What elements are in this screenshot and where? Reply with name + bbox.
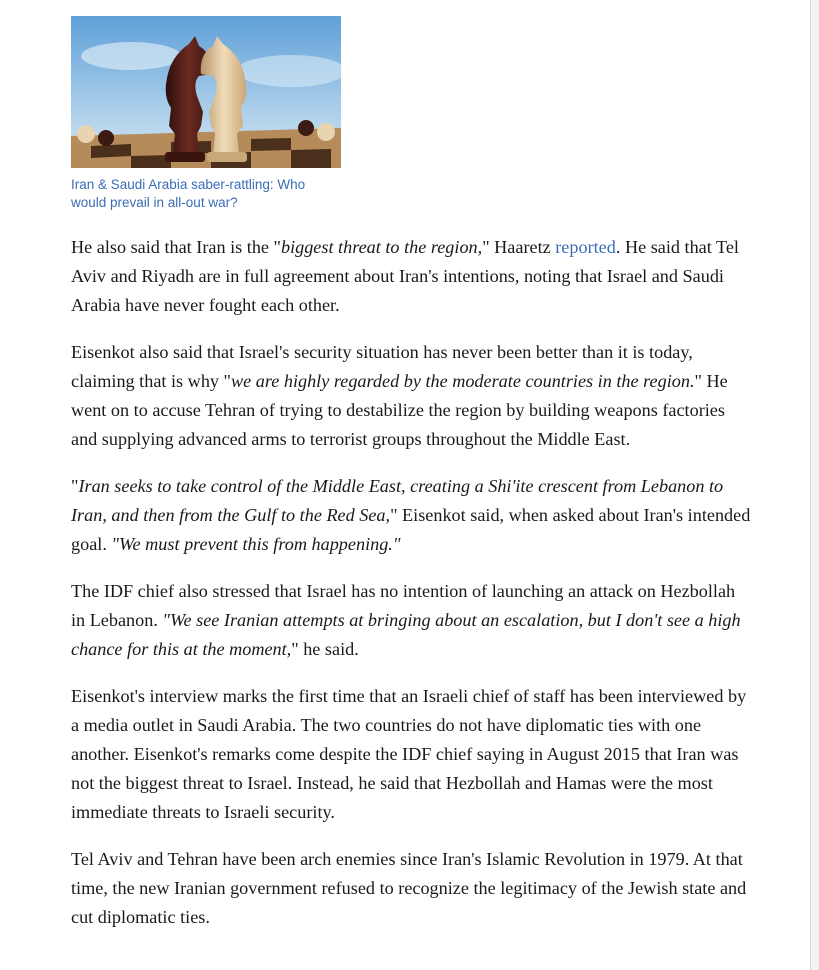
quote: biggest threat to the region, xyxy=(280,237,483,257)
related-article-link[interactable] xyxy=(71,16,341,212)
text: " xyxy=(71,476,79,496)
text: " he said. xyxy=(291,639,359,659)
paragraph-2 xyxy=(71,338,751,454)
text: The IDF chief also stressed that Israel has no intention of launching an attack on Hezbollah in Lebanon. xyxy=(71,581,736,630)
page-edge xyxy=(810,0,819,970)
chess-knights-image[interactable] xyxy=(71,16,341,168)
text: . He said that Tel Aviv and Riyadh are in full agreement about Iran's intentions, noting that Israel and Saudi Arabia have never fought each other. xyxy=(71,237,739,315)
quote: "We see Iranian attempts at bringing about an escalation, but I don't see a high chance for this at the moment, xyxy=(71,610,741,659)
paragraph-3 xyxy=(71,472,751,559)
quote: "We must prevent this from happening." xyxy=(111,534,401,554)
text: " He went on to accuse Tehran of trying to destabilize the region by building weapons factories and supplying advanced arms to terrorist groups throughout the Middle East. xyxy=(71,371,728,449)
quote: Iran seeks to take control of the Middle East, creating a Shi'ite crescent from Lebanon to Iran, and then from the Gulf to the Red Sea, xyxy=(71,476,724,525)
article-text xyxy=(71,233,751,932)
text: He also said that Iran is the " xyxy=(71,237,281,257)
paragraph-1 xyxy=(71,233,751,320)
paragraph-6: Tel Aviv and Tehran have been arch enemies since Iran's Islamic Revolution in 1979. At that time, the new Iranian government refused to recognize the legitimacy of the Jewish state and cut diplomatic ties. xyxy=(71,849,747,927)
paragraph-4 xyxy=(71,577,751,664)
paragraph-5: Eisenkot's interview marks the first time that an Israeli chief of staff has been interviewed by a media outlet in Saudi Arabia. The two countries do not have diplomatic ties with one another. Eisenkot's remarks come despite the IDF chief saying in August 2015 that Iran was not the biggest threat to Israel. Instead, he said that Hezbollah and Hamas were the most immediate threats to Israeli security. xyxy=(71,686,747,822)
text: " Eisenkot said, when asked about Iran's intended goal. xyxy=(71,505,751,554)
text: " Haaretz xyxy=(482,237,556,257)
quote: we are highly regarded by the moderate countries in the region. xyxy=(230,371,695,391)
text: Eisenkot also said that Israel's security situation has never been better than it is today, claiming that is why " xyxy=(71,342,693,391)
article-body xyxy=(71,16,751,950)
related-article-caption[interactable]: Iran & Saudi Arabia saber-rattling: Who would prevail in all-out war? xyxy=(71,177,306,210)
reported-link[interactable]: reported xyxy=(555,237,616,257)
